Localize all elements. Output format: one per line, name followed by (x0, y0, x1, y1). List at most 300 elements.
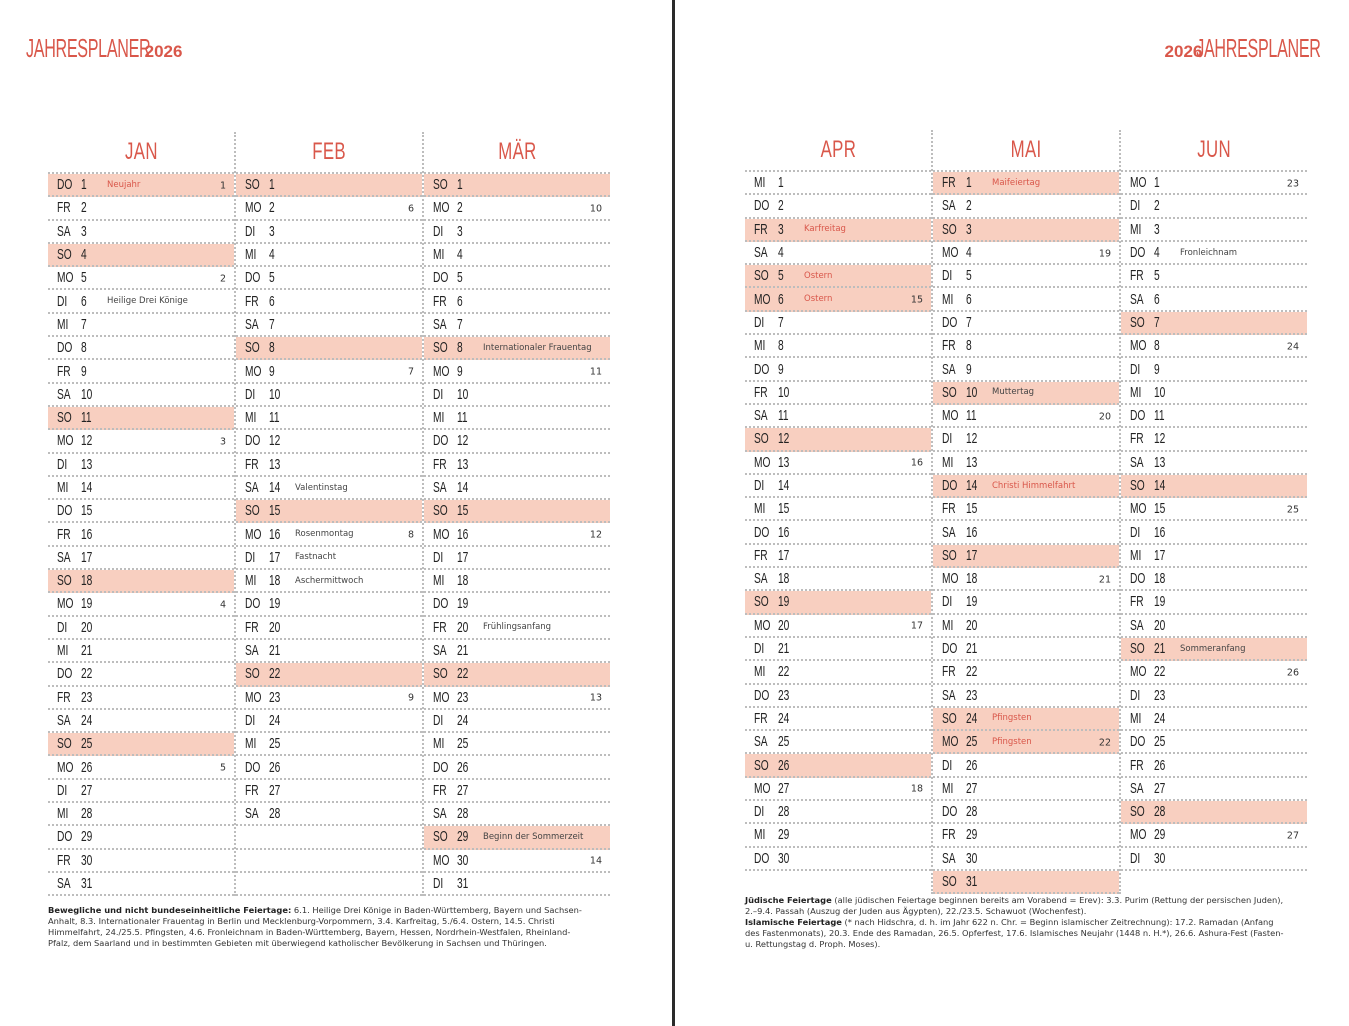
weekday: MI (57, 805, 69, 823)
day-row (424, 687, 610, 710)
day-row (48, 174, 234, 197)
weekday: SA (942, 686, 956, 704)
day-row (745, 661, 931, 684)
day-number: 7 (778, 313, 784, 331)
day-number: 22 (1154, 663, 1166, 681)
day-row (48, 873, 234, 896)
day-row (424, 756, 610, 779)
month-name-label: JAN (124, 138, 158, 165)
day-number: 17 (1154, 546, 1166, 564)
day-number: 14 (269, 479, 281, 496)
holiday-label: Neujahr (107, 179, 141, 190)
week-number: 5 (219, 762, 226, 774)
day-number: 28 (81, 805, 93, 823)
weekday: FR (942, 337, 956, 355)
day-row (933, 358, 1119, 381)
day-row (424, 477, 610, 500)
day-number: 1 (966, 174, 972, 192)
day-number: 5 (966, 267, 972, 285)
day-row (1121, 801, 1307, 824)
month-column (234, 132, 422, 896)
day-number: 26 (778, 756, 790, 774)
day-number: 23 (457, 688, 469, 706)
day-row (1121, 708, 1307, 731)
weekday: FR (1130, 267, 1144, 285)
holiday-label: Maifeiertag (992, 177, 1041, 188)
day-number: 10 (778, 383, 790, 401)
day-number: 11 (457, 409, 468, 427)
day-row (1121, 428, 1307, 451)
weekday: MI (245, 246, 257, 264)
day-number: 26 (1154, 756, 1166, 774)
day-row (424, 454, 610, 477)
notes-text: 6.1. Heilige Drei Könige in Baden-Württemberg, Bayern und Sachsen-Anhalt, 8.3. Internationaler Frauentag in Berlin und Mecklenburg-Vorpommern, 3.4. Karfreitag, 5./6.4. Ostern, 14.5. Christi Himmelfahrt, 24./25.5. Pfingsten, 4.6. Fronleichnam in Baden-Württemberg, Bayern, Hessen, Nordrhein-Westfalen, Rheinland-Pfalz, dem Saarland und in bestimmten Gebieten mit überwiegend katholischer Bevölkerung in Sachsen und Thüringen. (48, 905, 582, 948)
day-row (933, 638, 1119, 661)
day-number: 12 (966, 430, 978, 448)
day-number: 2 (457, 199, 463, 217)
day-row (745, 591, 931, 614)
day-row (933, 824, 1119, 847)
day-number: 22 (81, 665, 93, 683)
day-row (48, 267, 234, 290)
weekday: SO (245, 502, 260, 520)
day-number: 23 (966, 686, 978, 704)
day-number: 29 (1154, 826, 1166, 844)
weekday: SO (1130, 313, 1145, 331)
day-number: 27 (269, 781, 281, 799)
month-name-label: MÄR (497, 138, 537, 165)
day-row (424, 873, 610, 896)
week-number: 15 (910, 294, 923, 306)
week-number: 8 (407, 529, 414, 541)
week-number: 3 (219, 436, 226, 448)
day-number: 25 (778, 733, 790, 751)
weekday: FR (57, 525, 71, 543)
weekday: FR (942, 826, 956, 844)
day-number: 7 (457, 315, 463, 333)
day-number: 9 (778, 360, 784, 378)
weekday: FR (433, 292, 447, 310)
day-number: 11 (778, 407, 789, 425)
day-row (424, 197, 610, 220)
day-row (236, 593, 422, 616)
weekday: MO (754, 453, 771, 471)
weekday: SO (942, 220, 957, 238)
day-number: 5 (269, 269, 275, 287)
day-number: 10 (457, 385, 469, 403)
day-row (236, 663, 422, 686)
weekday: MI (754, 337, 766, 355)
day-row (424, 360, 610, 383)
day-row (933, 731, 1119, 754)
day-number: 6 (966, 290, 972, 308)
day-number: 7 (1154, 313, 1160, 331)
day-list (424, 172, 610, 896)
day-row (745, 615, 931, 638)
weekday: DO (245, 269, 261, 287)
day-number: 25 (966, 733, 978, 751)
week-number: 17 (910, 620, 923, 632)
day-row (933, 312, 1119, 335)
day-row (236, 267, 422, 290)
day-number: 5 (778, 267, 784, 285)
day-number: 3 (1154, 220, 1160, 238)
weekday: SO (754, 593, 769, 611)
weekday: MI (942, 779, 954, 797)
day-number: 5 (1154, 267, 1160, 285)
day-number: 3 (457, 222, 463, 240)
day-number: 8 (778, 337, 784, 355)
day-row (745, 172, 931, 195)
day-row (1121, 172, 1307, 195)
day-number: 16 (1154, 523, 1166, 541)
day-row (48, 780, 234, 803)
week-number: 16 (910, 457, 923, 469)
day-row (424, 337, 610, 360)
month-name (933, 130, 1119, 170)
day-number: 15 (269, 502, 281, 520)
day-row (424, 780, 610, 803)
weekday: DI (245, 711, 256, 729)
day-number: 18 (1154, 570, 1166, 588)
day-row (48, 617, 234, 640)
weekday: FR (942, 174, 956, 192)
weekday: MO (433, 362, 450, 380)
weekday: SO (754, 756, 769, 774)
day-number: 31 (81, 875, 93, 893)
day-row (933, 428, 1119, 451)
day-number: 13 (269, 455, 281, 473)
weekday: SA (57, 711, 71, 729)
day-row (1121, 452, 1307, 475)
day-row (424, 733, 610, 756)
month-name-label: JUN (1197, 136, 1231, 163)
weekday: FR (433, 455, 447, 473)
weekday: MI (1130, 220, 1142, 238)
day-row (933, 661, 1119, 684)
day-row (1121, 661, 1307, 684)
event-label: Valentinstag (295, 482, 348, 493)
day-row (933, 801, 1119, 824)
day-row (933, 172, 1119, 195)
weekday: DI (754, 477, 765, 494)
day-row (933, 615, 1119, 638)
weekday: DO (1130, 570, 1146, 588)
weekday: MO (433, 525, 450, 543)
day-row (1121, 638, 1307, 661)
day-row (933, 778, 1119, 801)
week-number: 12 (589, 529, 602, 541)
weekday: DI (245, 548, 256, 566)
day-number: 16 (966, 523, 978, 541)
weekday: MO (57, 269, 74, 287)
day-row (745, 708, 931, 731)
weekday: DI (433, 385, 444, 403)
week-number: 14 (589, 855, 602, 867)
weekday: MI (57, 315, 69, 333)
day-number: 12 (778, 430, 790, 448)
day-row (933, 498, 1119, 521)
day-row (424, 547, 610, 570)
day-number: 13 (1154, 453, 1166, 471)
day-row (1121, 242, 1307, 265)
weekday: SA (754, 733, 768, 751)
weekday: MO (942, 570, 959, 588)
day-number: 28 (269, 805, 281, 823)
event-label: Aschermittwoch (295, 575, 364, 586)
day-number: 13 (81, 455, 93, 473)
day-number: 25 (1154, 733, 1166, 751)
weekday: DI (1130, 849, 1141, 867)
holiday-label: Pfingsten (992, 736, 1032, 747)
day-row (48, 593, 234, 616)
weekday: MI (754, 500, 766, 518)
day-number: 24 (269, 711, 281, 729)
weekday: MI (1130, 383, 1142, 401)
weekday: SO (942, 709, 957, 727)
day-row (236, 407, 422, 430)
day-row (933, 708, 1119, 731)
day-number: 30 (966, 849, 978, 867)
weekday: DI (1130, 360, 1141, 378)
day-row (236, 547, 422, 570)
header-title: JAHRESPLANER (26, 33, 151, 63)
day-row (48, 290, 234, 313)
day-row (1121, 405, 1307, 428)
day-number: 9 (81, 362, 87, 380)
month-name-label: FEB (312, 138, 346, 165)
holiday-label: Karfreitag (804, 224, 846, 235)
day-row (424, 663, 610, 686)
day-number: 17 (81, 548, 93, 566)
weekday: DI (57, 618, 68, 636)
day-number: 26 (966, 756, 978, 774)
event-label: Heilige Drei Könige (107, 296, 188, 307)
weekday: FR (1130, 593, 1144, 611)
weekday: SO (433, 502, 448, 520)
day-row (236, 756, 422, 779)
week-number: 4 (219, 599, 226, 611)
day-row (236, 197, 422, 220)
day-number: 17 (778, 546, 790, 564)
weekday: DI (1130, 197, 1141, 215)
day-number: 7 (966, 313, 972, 331)
day-number: 24 (778, 709, 790, 727)
weekday: SA (754, 407, 768, 425)
day-number: 30 (457, 851, 469, 869)
day-number: 8 (966, 337, 972, 355)
weekday: SO (433, 176, 448, 194)
day-number: 4 (778, 244, 784, 262)
weekday: SA (754, 570, 768, 588)
day-row (424, 710, 610, 733)
weekday: FR (1130, 756, 1144, 774)
day-row (745, 778, 931, 801)
day-row (48, 687, 234, 710)
day-row (236, 570, 422, 593)
month-name (1121, 130, 1307, 170)
day-number: 9 (966, 360, 972, 378)
weekday: MO (942, 407, 959, 425)
event-label: Fastnacht (295, 552, 337, 563)
day-row (48, 523, 234, 546)
day-row (424, 407, 610, 430)
weekday: MI (942, 453, 954, 471)
day-number: 19 (778, 593, 790, 611)
weekday: DO (754, 849, 770, 867)
header-title: JAHRESPLANER (1196, 33, 1321, 63)
day-number: 1 (81, 176, 87, 194)
day-row (933, 685, 1119, 708)
day-row (48, 454, 234, 477)
day-number: 15 (778, 500, 790, 518)
months-left-page (48, 132, 610, 896)
day-row (745, 754, 931, 777)
weekday: FR (1130, 430, 1144, 448)
day-number: 10 (1154, 383, 1166, 401)
day-row (745, 265, 931, 288)
day-row (48, 430, 234, 453)
day-number: 8 (81, 339, 87, 357)
day-row (745, 195, 931, 218)
day-number: 14 (1154, 477, 1166, 494)
day-row (236, 454, 422, 477)
day-row (933, 452, 1119, 475)
day-number: 14 (457, 479, 469, 496)
holiday-notes-right (745, 895, 1285, 950)
day-row (1121, 685, 1307, 708)
day-number: 25 (81, 735, 93, 753)
day-row (933, 568, 1119, 591)
day-number: 20 (81, 618, 93, 636)
day-number: 19 (269, 595, 281, 613)
day-number: 5 (81, 269, 87, 287)
day-number: 27 (778, 779, 790, 797)
day-number: 22 (966, 663, 978, 681)
day-number: 31 (966, 873, 978, 891)
day-row (745, 848, 931, 871)
day-row (424, 640, 610, 663)
weekday: MO (1130, 663, 1147, 681)
weekday: DO (433, 432, 449, 450)
day-number: 14 (966, 477, 978, 494)
day-row (933, 871, 1119, 894)
weekday: SO (57, 572, 72, 590)
weekday: DO (1130, 733, 1146, 751)
day-number: 2 (1154, 197, 1160, 215)
day-row (236, 430, 422, 453)
day-number: 3 (81, 222, 87, 240)
weekday: FR (754, 709, 768, 727)
weekday: DI (433, 548, 444, 566)
weekday: MO (245, 525, 262, 543)
day-number: 3 (778, 220, 784, 238)
weekday: DI (942, 593, 953, 611)
weekday: SO (245, 176, 260, 194)
jewish-text: (alle jüdischen Feiertage beginnen bereits am Vorabend = Erev): 3.3. Purim (Rettung der persischen Juden), 2.–9.4. Passah (Auszug der Juden aus Ägypten), 22./23.5. Schawuot (Wochenfest). (745, 895, 1284, 916)
day-number: 13 (966, 453, 978, 471)
weekday: FR (942, 663, 956, 681)
day-number: 20 (457, 618, 469, 636)
day-row (745, 568, 931, 591)
event-label: Frühlingsanfang (483, 622, 552, 633)
day-number: 2 (778, 197, 784, 215)
weekday: SA (942, 523, 956, 541)
weekday: FR (433, 781, 447, 799)
day-number: 1 (457, 176, 463, 194)
day-row (236, 290, 422, 313)
weekday: SO (57, 246, 72, 264)
day-row (745, 801, 931, 824)
day-number: 28 (966, 803, 978, 821)
weekday: DO (57, 339, 73, 357)
day-row (1121, 358, 1307, 381)
weekday: SO (433, 665, 448, 683)
weekday: DO (942, 803, 958, 821)
day-row (424, 570, 610, 593)
weekday: SA (433, 479, 447, 496)
day-number: 7 (81, 315, 87, 333)
weekday: DO (942, 477, 958, 494)
day-number: 3 (966, 220, 972, 238)
day-number: 18 (966, 570, 978, 588)
day-row (745, 335, 931, 358)
day-number: 11 (81, 409, 92, 427)
weekday: MI (433, 735, 445, 753)
day-number: 15 (966, 500, 978, 518)
week-number: 20 (1098, 411, 1111, 423)
month-column (422, 132, 610, 896)
holiday-notes-left (48, 905, 588, 949)
day-row (1121, 545, 1307, 568)
day-row (745, 405, 931, 428)
day-row (424, 244, 610, 267)
weekday: MO (57, 432, 74, 450)
weekday: SA (1130, 616, 1144, 634)
weekday: DI (1130, 686, 1141, 704)
day-row (1121, 475, 1307, 498)
weekday: DI (57, 292, 68, 310)
day-row (48, 477, 234, 500)
header-year: 2026 (1164, 42, 1203, 61)
day-number: 23 (81, 688, 93, 706)
day-row (1121, 335, 1307, 358)
weekday: MI (433, 572, 445, 590)
weekday: SA (1130, 779, 1144, 797)
day-row (424, 314, 610, 337)
day-number: 21 (457, 642, 469, 660)
day-row (933, 405, 1119, 428)
day-number: 13 (778, 453, 790, 471)
day-number: 18 (269, 572, 281, 590)
day-row (933, 335, 1119, 358)
week-number: 7 (407, 366, 414, 378)
week-number: 24 (1286, 341, 1299, 353)
day-row (933, 265, 1119, 288)
weekday: SO (942, 873, 957, 891)
weekday: MI (57, 479, 69, 496)
day-row (424, 174, 610, 197)
day-number: 18 (778, 570, 790, 588)
month-name (236, 132, 422, 172)
day-number: 15 (457, 502, 469, 520)
day-number: 27 (1154, 779, 1166, 797)
header-left (26, 33, 182, 64)
weekday: DI (57, 781, 68, 799)
weekday: SA (433, 642, 447, 660)
day-number: 15 (1154, 500, 1166, 518)
day-row (933, 219, 1119, 242)
